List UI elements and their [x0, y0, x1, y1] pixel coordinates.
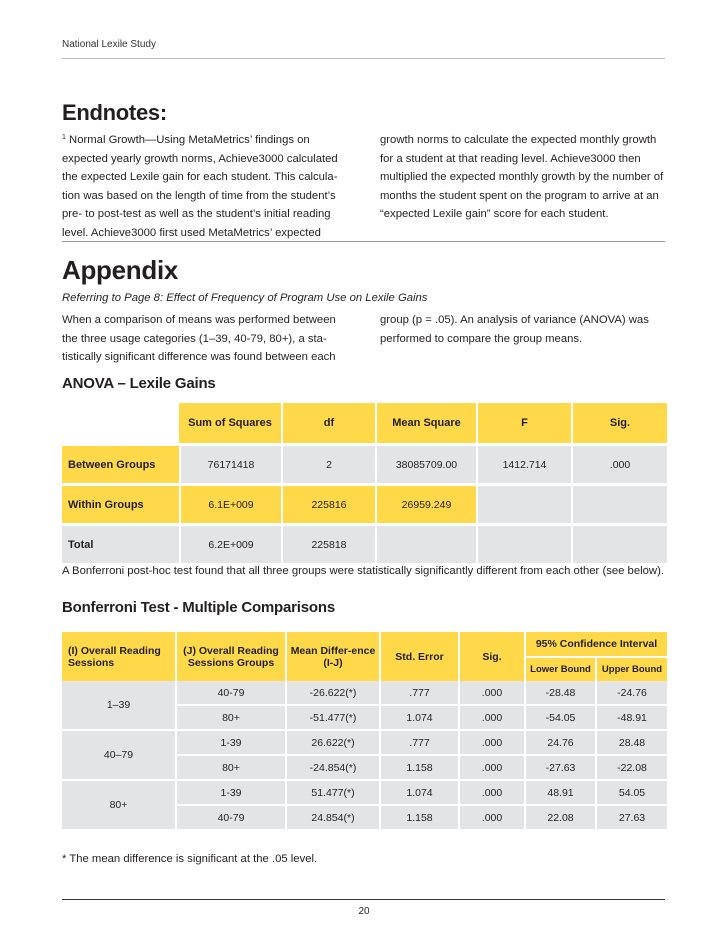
table-cell: -54.05 [524, 706, 595, 731]
anova-row-label: Between Groups [62, 446, 179, 486]
table-cell: 27.63 [595, 806, 667, 831]
table-cell: -28.48 [524, 681, 595, 706]
appendix-body [62, 311, 665, 367]
table-cell: .777 [379, 731, 458, 756]
anova-row-label: Total [62, 526, 179, 566]
running-header: National Lexile Study [62, 39, 156, 50]
table-cell: .000 [458, 706, 524, 731]
anova-cell: .000 [571, 446, 667, 486]
footer-divider [62, 899, 665, 900]
endnote-text-col1 [62, 131, 347, 242]
appendix-subtitle: Referring to Page 8: Effect of Frequency of Program Use on Lexile Gains [62, 292, 428, 304]
table-cell: -24.854(*) [285, 756, 379, 781]
anova-row-total [62, 526, 667, 566]
group-label-40-79: 40–79 [62, 731, 175, 781]
table-cell: 1.158 [379, 806, 458, 831]
header-confidence-interval: 95% Confidence Interval [524, 632, 667, 658]
table-cell: 24.854(*) [285, 806, 379, 831]
endnotes-body [62, 131, 665, 242]
table-cell: -27.63 [524, 756, 595, 781]
header-upper-bound: Upper Bound [595, 658, 667, 681]
table-cell: 24.76 [524, 731, 595, 756]
section-divider [62, 241, 665, 242]
endnotes-heading: Endnotes: [62, 100, 167, 125]
table-cell: 22.08 [524, 806, 595, 831]
table-cell: 1-39 [175, 781, 285, 806]
significance-footnote: * The mean difference is significant at the .05 level. [62, 853, 318, 865]
bonferroni-title: Bonferroni Test - Multiple Comparisons [62, 599, 335, 616]
anova-cell [571, 526, 667, 566]
page-number: 20 [358, 906, 370, 917]
anova-header-sum-squares: Sum of Squares [179, 403, 281, 446]
anova-cell: 6.1E+009 [179, 486, 281, 526]
table-cell: 48.91 [524, 781, 595, 806]
table-cell: .000 [458, 806, 524, 831]
bonferroni-table [62, 632, 667, 831]
anova-header-sig: Sig. [571, 403, 667, 446]
table-cell: 28.48 [595, 731, 667, 756]
table-cell: 40-79 [175, 806, 285, 831]
appendix-text-col1: When a comparison of means was performed between the three usage categories (1–39, 40-79, 80+), a sta-tistically significant difference was found between each [62, 314, 336, 363]
table-cell: 1.074 [379, 781, 458, 806]
table-cell: 1-39 [175, 731, 285, 756]
table-row [62, 781, 667, 806]
anova-cell: 2 [281, 446, 375, 486]
table-cell: 40-79 [175, 681, 285, 706]
table-cell: -26.622(*) [285, 681, 379, 706]
anova-header-df: df [281, 403, 375, 446]
anova-cell [476, 486, 571, 526]
header-j-sessions: (J) Overall Reading Sessions Groups [175, 632, 285, 681]
anova-row-label: Within Groups [62, 486, 179, 526]
anova-cell: 6.2E+009 [179, 526, 281, 566]
anova-cell: 26959.249 [375, 486, 476, 526]
table-cell: .777 [379, 681, 458, 706]
anova-header-empty [62, 403, 179, 446]
header-mean-difference: Mean Differ-ence (I-J) [285, 632, 379, 681]
anova-row-between-groups [62, 446, 667, 486]
header-lower-bound: Lower Bound [524, 658, 595, 681]
table-cell: 54.05 [595, 781, 667, 806]
anova-header-mean-square: Mean Square [375, 403, 476, 446]
header-i-sessions: (I) Overall Reading Sessions [62, 632, 175, 681]
anova-table [62, 403, 667, 566]
bonferroni-header-row [62, 632, 667, 658]
anova-row-within-groups [62, 486, 667, 526]
table-cell: 80+ [175, 706, 285, 731]
table-cell: 26.622(*) [285, 731, 379, 756]
table-cell: .000 [458, 781, 524, 806]
table-row [62, 731, 667, 756]
table-cell: .000 [458, 731, 524, 756]
endnote-text-col2: growth norms to calculate the expected monthly growth for a student at that reading level. Achieve3000 then multiplied the expected monthly growth by the number of months the student spent on the program to arrive at an “expected Lexile gain” score for each student. [380, 134, 664, 220]
table-row [62, 681, 667, 706]
anova-cell [476, 526, 571, 566]
anova-cell: 225816 [281, 486, 375, 526]
anova-cell: 38085709.00 [375, 446, 476, 486]
anova-title: ANOVA – Lexile Gains [62, 375, 216, 392]
table-cell: 1.158 [379, 756, 458, 781]
header-std-error: Std. Error [379, 632, 458, 681]
group-label-80-plus: 80+ [62, 781, 175, 831]
table-cell: .000 [458, 756, 524, 781]
table-cell: 80+ [175, 756, 285, 781]
endnote-col1-text: Normal Growth—Using MetaMetrics’ findings on expected yearly growth norms, Achieve3000 calculated the expected Lexile gain for each student. This calcula-tion was based on the length of time from the student’s pre- to post-test as well as the student’s initial reading level. Achieve3000 first used MetaMetrics’ expected [62, 134, 338, 239]
table-cell: -48.91 [595, 706, 667, 731]
group-label-1-39: 1–39 [62, 681, 175, 731]
table-cell: -22.08 [595, 756, 667, 781]
header-sig: Sig. [458, 632, 524, 681]
anova-cell [375, 526, 476, 566]
bonferroni-intro-note: A Bonferroni post-hoc test found that all three groups were statistically significantly different from each other (see below). [62, 565, 664, 577]
anova-header-f: F [476, 403, 571, 446]
table-cell: -51.477(*) [285, 706, 379, 731]
anova-cell: 225818 [281, 526, 375, 566]
header-divider [62, 58, 665, 59]
anova-header-row [62, 403, 667, 446]
endnote-marker: 1 [62, 134, 66, 141]
table-cell: .000 [458, 681, 524, 706]
table-cell: 51.477(*) [285, 781, 379, 806]
anova-cell [571, 486, 667, 526]
table-cell: 1.074 [379, 706, 458, 731]
appendix-text-col2: group (p = .05). An analysis of variance (ANOVA) was performed to compare the group means. [380, 314, 649, 345]
anova-cell: 1412.714 [476, 446, 571, 486]
anova-cell: 76171418 [179, 446, 281, 486]
appendix-heading: Appendix [62, 255, 179, 285]
table-cell: -24.76 [595, 681, 667, 706]
